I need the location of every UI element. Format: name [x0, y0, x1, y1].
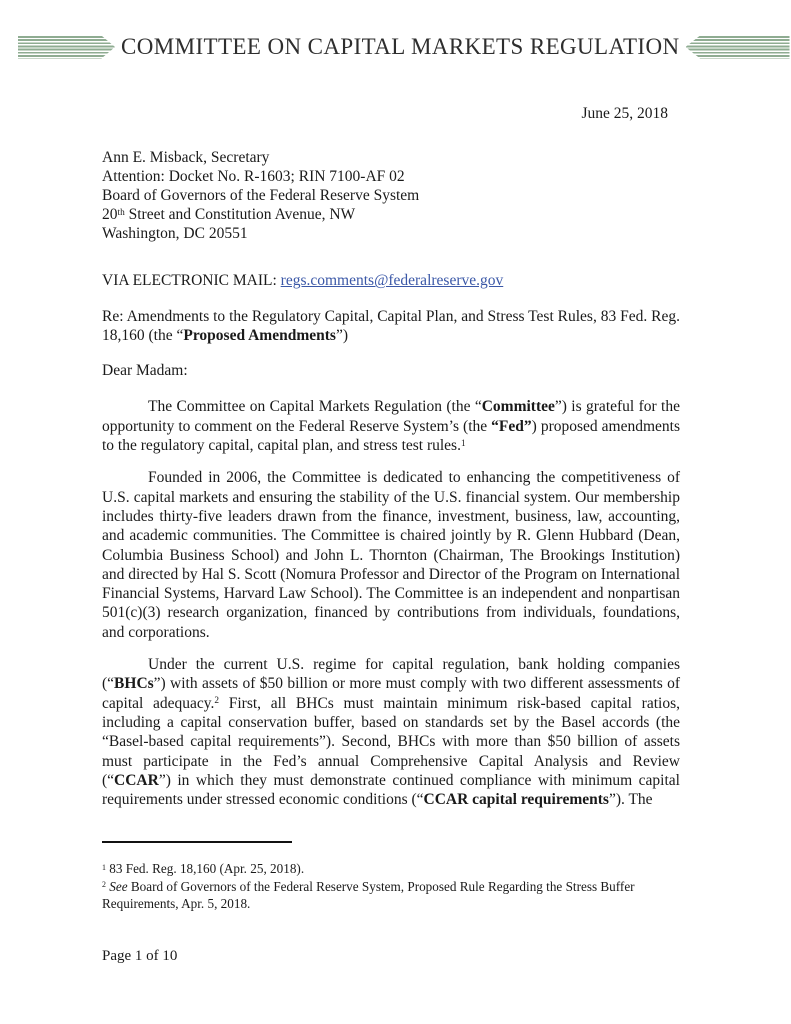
text-run: Under the current U.S. regime for capital regulation, bank holding companies (“: [102, 656, 680, 693]
text-run: See: [109, 878, 128, 894]
recipient-address: [102, 148, 680, 243]
letterhead-stripes-left-icon: [18, 36, 115, 59]
letterhead: [0, 0, 791, 61]
letterhead-stripes-right-icon: [686, 36, 790, 59]
text-run: CCAR capital requirements: [423, 791, 609, 809]
text-run: Board of Governors of the Federal Reserve System: [102, 187, 420, 205]
footnote-reference: 1: [460, 438, 466, 449]
letter-body: [0, 104, 791, 966]
text-run: ”): [335, 326, 348, 344]
footnote-1: [102, 860, 680, 878]
text-run: 20: [102, 206, 118, 224]
text-run: Committee: [481, 398, 555, 416]
text-run: Ann E. Misback, Secretary: [102, 149, 270, 167]
address-line-recipient: [102, 148, 680, 167]
salutation: Dear Madam:: [102, 362, 188, 380]
re-line: [102, 307, 680, 346]
address-line-attention: [102, 167, 680, 186]
text-run: ”). The: [608, 791, 653, 809]
address-line-org: [102, 186, 680, 205]
text-run: BHCs: [114, 675, 154, 693]
body-paragraph-3: [102, 655, 680, 809]
footnotes-section: [102, 841, 680, 913]
footnote-reference: th: [117, 208, 125, 219]
page-number: Page 1 of 10: [102, 947, 178, 964]
via-label: VIA ELECTRONIC MAIL:: [102, 272, 281, 290]
address-line-street: [102, 205, 680, 224]
text-run: ) proposed amendments to the regulatory capital, capital plan, and stress test rules.: [102, 417, 681, 455]
address-line-city: [102, 224, 680, 243]
text-run: “Fed”: [491, 417, 532, 435]
footnote-reference: 2: [102, 880, 106, 890]
via-line: [102, 271, 680, 290]
text-run: Proposed Amendments: [183, 326, 336, 344]
footnote-2: [102, 878, 680, 913]
text-run: 83 Fed. Reg. 18,160 (Apr. 25, 2018).: [105, 861, 305, 877]
text-run: Founded in 2006, the Committee is dedicated to enhancing the competitiveness of U.S. capital markets and ensuring the stability of the U.S. financial system. Our membership includes thirty-five leaders drawn from the finance, investment, business, law, accounting, and academic communities. The Committee is chaired jointly by R. Glenn Hubbard (Dean, Columbia Business School) and John L. Thornton (Chairman, The Brookings Institution) and directed by Hal S. Scott (Nomura Professor and Director of the Program on International Financial Systems, Harvard Law School). The Committee is an independent and nonpartisan 501(c)(3) research organization, financed by contributions from individuals, foundations, and corporations.: [102, 469, 680, 641]
email-link[interactable]: regs.comments@federalreserve.gov: [280, 272, 504, 290]
body-paragraph-2: [102, 468, 680, 642]
text-run: First, all BHCs must maintain minimum risk-based capital ratios, including a capital conservation buffer, based on standards set by the Basel accords (the “Basel-based capital requirements”). Second, BHCs with more than $50 billion of assets must participate in the Fed’s annual Comprehensive Capital Analysis and Review (“: [102, 694, 680, 789]
text-run: Washington, DC 20551: [102, 225, 248, 243]
text-run: ”) is grateful for the opportunity to comment on the Federal Reserve System’s (the: [102, 398, 680, 435]
text-run: ”) with assets of $50 billion or more must comply with two different assessments of capital adequacy.: [102, 675, 680, 712]
text-run: Attention: Docket No. R-1603; RIN 7100-AF 02: [102, 168, 405, 186]
footnote-reference: 2: [214, 696, 220, 707]
text-run: Re: Amendments to the Regulatory Capital, Capital Plan, and Stress Test Rules, 83 Fed. Reg. 18,160 (the “: [102, 307, 680, 344]
text-run: Street and Constitution Avenue, NW: [124, 206, 356, 224]
letterhead-title: COMMITTEE ON CAPITAL MARKETS REGULATION: [121, 34, 680, 59]
text-run: ”) in which they must demonstrate continued compliance with minimum capital requirements under stressed economic conditions (“: [102, 771, 680, 809]
text-run: CCAR: [114, 771, 159, 789]
body-paragraph-1: [102, 397, 680, 455]
footnote-reference: 1: [102, 862, 106, 872]
footnote-separator: [102, 841, 292, 843]
text-run: The Committee on Capital Markets Regulation (the “: [148, 398, 482, 416]
text-run: Board of Governors of the Federal Reserve System, Proposed Rule Regarding the Stress Buffer Requirements, Apr. 5, 2018.: [102, 878, 635, 912]
date-line: June 25, 2018: [581, 105, 668, 122]
